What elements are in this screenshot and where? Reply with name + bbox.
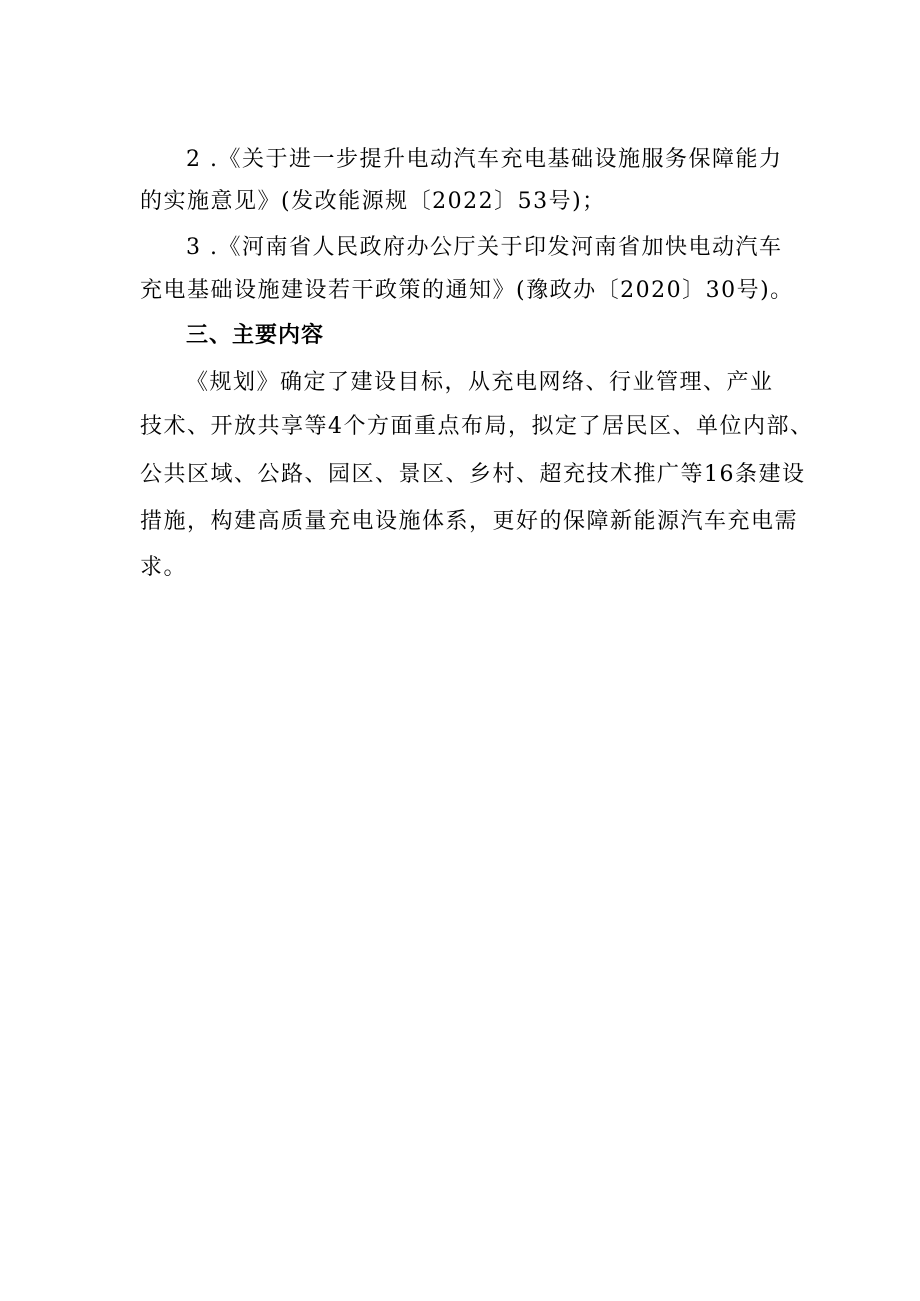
reference-item-2-line-2: 的实施意见》(发改能源规〔2022〕53号)； — [140, 189, 606, 214]
reference-item-3-line-2: 充电基础设施建设若干政策的通知》(豫政办〔2020〕30号)。 — [140, 278, 794, 303]
reference-item-2-line-1: 2 .《关于进一步提升电动汽车充电基础设施服务保障能力 — [186, 147, 783, 172]
body-paragraph-line-4: 措施，构建高质量充电设施体系，更好的保障新能源汽车充电需 — [140, 509, 799, 534]
body-paragraph-line-2: 技术、开放共享等4个方面重点布局，拟定了居民区、单位内部、 — [140, 414, 814, 439]
body-paragraph-line-3: 公共区域、公路、园区、景区、乡村、超充技术推广等16条建设 — [140, 462, 806, 487]
reference-item-3-line-1: 3 .《河南省人民政府办公厅关于印发河南省加快电动汽车 — [186, 235, 783, 260]
body-paragraph-line-5: 求。 — [140, 555, 188, 580]
section-heading: 三、主要内容 — [186, 323, 325, 348]
body-paragraph-line-1: 《规划》确定了建设目标，从充电网络、行业管理、产业 — [186, 370, 774, 395]
